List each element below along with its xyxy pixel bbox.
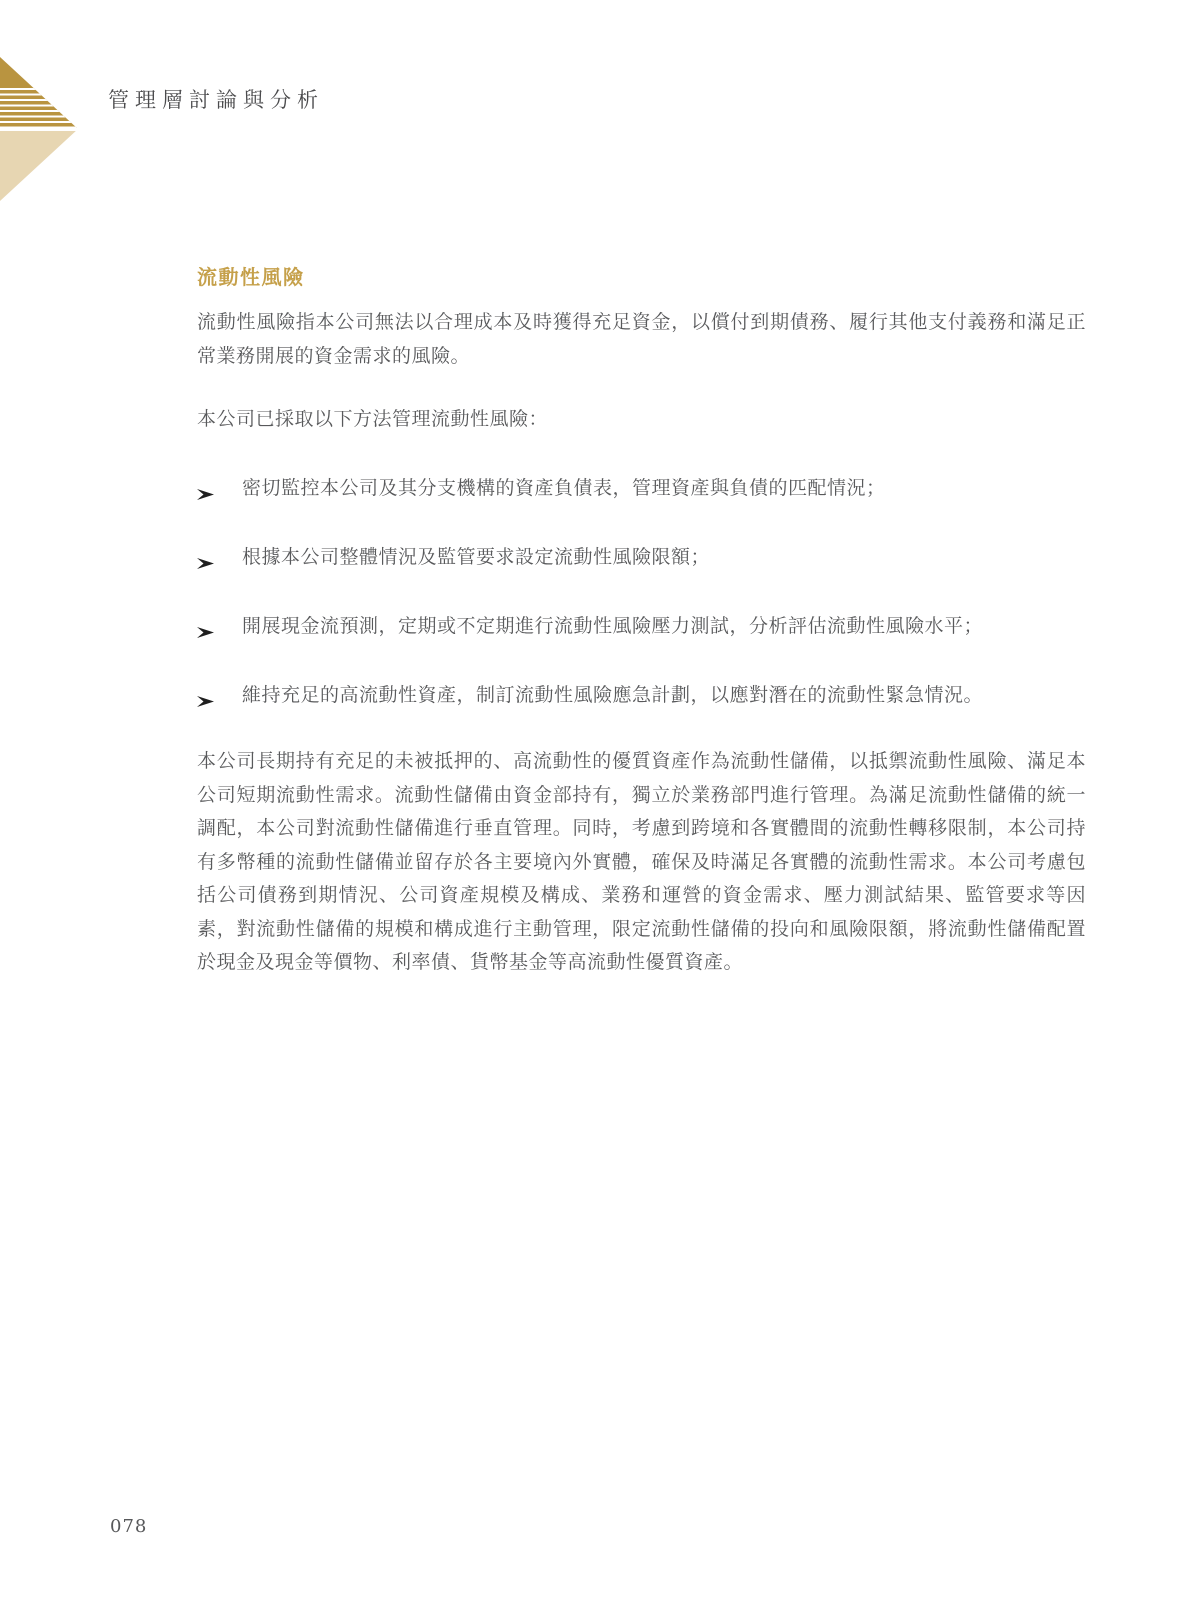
intro-paragraph: 流動性風險指本公司無法以合理成本及時獲得充足資金，以償付到期債務、履行其他支付義務和滿足正常業務開展的資金需求的風險。 — [197, 311, 1086, 367]
methods-lead-paragraph: 本公司已採取以下方法管理流動性風險： — [197, 408, 549, 430]
page-number: 078 — [110, 1516, 148, 1537]
list-item — [197, 540, 1086, 582]
list-item-text: 密切監控本公司及其分支機構的資產負債表，管理資產與負債的匹配情況； — [242, 477, 886, 499]
list-item-text: 維持充足的高流動性資產，制訂流動性風險應急計劃，以應對潛在的流動性緊急情況。 — [242, 684, 984, 706]
page-header-title: 管理層討論與分析 — [108, 88, 324, 112]
list-item-text: 根據本公司整體情況及監管要求設定流動性風險限額； — [242, 546, 711, 568]
list-item — [197, 471, 1086, 513]
bullet-list — [197, 471, 1086, 720]
arrowhead-bullet-icon — [197, 609, 242, 651]
list-item — [197, 678, 1086, 720]
section-title: 流動性風險 — [197, 265, 305, 289]
corner-triangle-decoration-icon — [0, 57, 78, 201]
list-item-text: 開展現金流預測，定期或不定期進行流動性風險壓力測試，分析評估流動性風險水平； — [242, 615, 984, 637]
closing-paragraph: 本公司長期持有充足的未被抵押的、高流動性的優質資產作為流動性儲備，以抵禦流動性風險、滿足本公司短期流動性需求。流動性儲備由資金部持有，獨立於業務部門進行管理。為滿足流動性儲備的統一調配，本公司對流動性儲備進行垂直管理。同時，考慮到跨境和各實體間的流動性轉移限制，本公司持有多幣種的流動性儲備並留存於各主要境內外實體，確保及時滿足各實體的流動性需求。本公司考慮包括公司債務到期情況、公司資產規模及構成、業務和運營的資金需求、壓力測試結果、監管要求等因素，對流動性儲備的規模和構成進行主動管理，限定流動性儲備的投向和風險限額，將流動性儲備配置於現金及現金等價物、利率債、貨幣基金等高流動性優質資產。 — [197, 750, 1086, 973]
arrowhead-bullet-icon — [197, 678, 242, 720]
content-column — [197, 0, 1086, 980]
arrowhead-bullet-icon — [197, 540, 242, 582]
list-item — [197, 609, 1086, 651]
arrowhead-bullet-icon — [197, 471, 242, 513]
